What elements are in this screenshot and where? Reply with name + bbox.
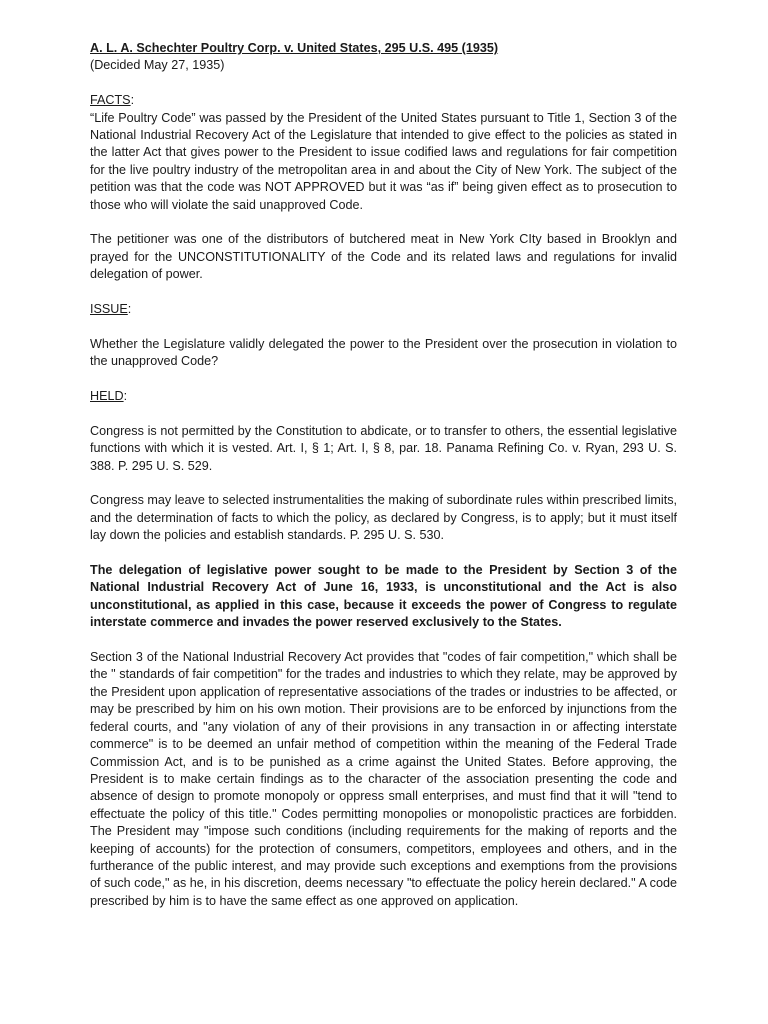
spacer: [90, 214, 677, 231]
facts-paragraph-2: The petitioner was one of the distributors of butchered meat in New York CIty based in Brooklyn and prayed for the UNCONSTITUTIONALITY of the Code and its related laws and regulations for invalid delegation of power.: [90, 232, 677, 282]
held-paragraph-3: The delegation of legislative power sought to be made to the President by Section 3 of the National Industrial Recovery Act of June 16, 1933, is unconstitutional and the Act is also unconstitutional, as applied in this case, because it exceeds the power of Congress to regulate interstate commerce and invades the power reserved exclusively to the States.: [90, 563, 677, 630]
held-heading-line: [90, 388, 677, 405]
facts-heading-line: [90, 92, 677, 109]
issue-heading-colon: :: [127, 302, 132, 317]
issue-heading-line: [90, 301, 677, 318]
spacer: [90, 318, 677, 335]
spacer: [90, 371, 677, 388]
held-heading: HELD: [90, 389, 124, 404]
spacer: [90, 284, 677, 301]
issue-paragraph: Whether the Legislature validly delegated the power to the President over the prosecution in violation to the unapproved Code?: [90, 336, 677, 369]
spacer: [90, 475, 677, 492]
case-title: A. L. A. Schechter Poultry Corp. v. United States, 295 U.S. 495 (1935): [90, 41, 499, 55]
facts-paragraph-1: “Life Poultry Code” was passed by the President of the United States pursuant to Title 1, Section 3 of the National Industrial Recovery Act of the Legislature that intended to give effect to the policies as stated in the latter Act that gives power to the President to issue codified laws and regulations for fair competition for the live poultry industry of the metropolitan area in and about the City of New York. The subject of the petition was that the code was NOT APPROVED but it was “as if” being given effect as to prosecution to those who will violate the said unapproved Code.: [90, 110, 677, 212]
held-paragraph-1: Congress is not permitted by the Constitution to abdicate, or to transfer to others, the essential legislative functions with which it is vested. Art. I, § 1; Art. I, § 8, par. 18. Panama Refining Co. v. Ryan, 293 U. S. 388. P. 295 U. S. 529.: [90, 423, 677, 473]
document-page: [90, 40, 677, 910]
spacer: [90, 75, 677, 92]
facts-heading-colon: :: [130, 93, 135, 108]
issue-heading: ISSUE: [90, 302, 128, 317]
decision-date: (Decided May 27, 1935): [90, 58, 225, 73]
held-paragraph-2: Congress may leave to selected instrumentalities the making of subordinate rules within prescribed limits, and the determination of facts to which the policy, as declared by Congress, is to apply; but it must itself lay down the policies and establish standards. P. 295 U. S. 530.: [90, 493, 677, 543]
held-paragraph-4: Section 3 of the National Industrial Recovery Act provides that "codes of fair competition," which shall be the " standards of fair competition" for the trades and industries to which they relate, may be approved by the President upon application of representative associations of the trades or industries to be affected, or may be prescribed by him on his own motion. Their provisions are to be enforced by injunctions from the federal courts, and "any violation of any of their provisions in any transaction in or affecting interstate commerce" is to be deemed an unfair method of competition within the meaning of the Federal Trade Commission Act, and is to be punished as a crime against the United States. Before approving, the President is to make certain findings as to the character of the association presenting the code and absence of design to promote monopoly or oppress small enterprises, and must find that it will "tend to effectuate the policy of this title." Codes permitting monopolies or monopolistic practices are forbidden. The President may "impose such conditions (including requirements for the making of reports and the keeping of accounts) for the protection of consumers, competitors, employees and others, and in the furtherance of the public interest, and may provide such exceptions and exemptions from the provisions of such code," as he, in his discretion, deems necessary "to effectuate the policy herein declared." A code prescribed by him is to have the same effect as one approved on application.: [90, 650, 677, 908]
spacer: [90, 545, 677, 562]
spacer: [90, 632, 677, 649]
spacer: [90, 405, 677, 422]
facts-heading: FACTS: [90, 93, 131, 108]
held-heading-colon: :: [123, 389, 128, 404]
